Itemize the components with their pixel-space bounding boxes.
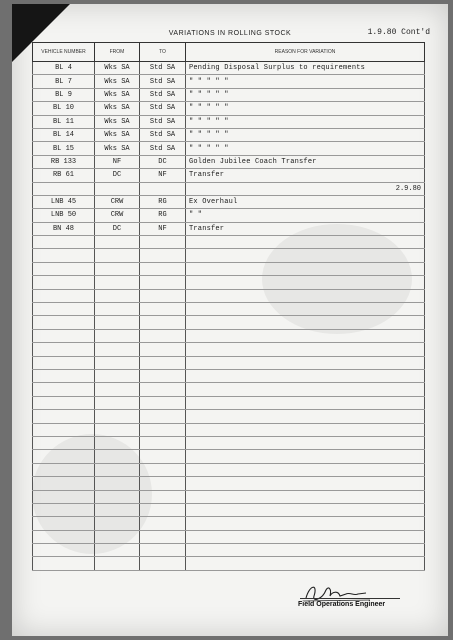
reason-cell: [186, 517, 425, 530]
from-cell: [95, 182, 140, 195]
vehicle-number-cell: BL 11: [33, 115, 95, 128]
from-cell: [95, 530, 140, 543]
reason-cell: " " " " ": [186, 75, 425, 88]
table-row: [33, 182, 425, 195]
to-cell: [140, 343, 186, 356]
reason-cell: 2.9.80: [186, 182, 425, 195]
reason-cell: [186, 396, 425, 409]
scan-corner-shadow: [12, 4, 70, 62]
to-cell: RG: [140, 209, 186, 222]
table-row: [33, 195, 425, 208]
to-cell: [140, 383, 186, 396]
from-cell: [95, 316, 140, 329]
document-date: 1.9.80 Cont'd: [367, 28, 430, 37]
table-row: [33, 463, 425, 476]
vehicle-number-cell: [33, 276, 95, 289]
to-cell: Std SA: [140, 75, 186, 88]
to-cell: [140, 423, 186, 436]
reason-cell: Ex Overhaul: [186, 195, 425, 208]
table-row: [33, 517, 425, 530]
from-cell: [95, 369, 140, 382]
to-cell: [140, 249, 186, 262]
reason-cell: " " " " ": [186, 88, 425, 101]
table-row: [33, 450, 425, 463]
from-cell: Wks SA: [95, 62, 140, 75]
table-row: [33, 383, 425, 396]
to-cell: [140, 356, 186, 369]
vehicle-number-cell: [33, 410, 95, 423]
to-cell: [140, 503, 186, 516]
table-row: [33, 530, 425, 543]
to-cell: Std SA: [140, 128, 186, 141]
reason-cell: [186, 356, 425, 369]
to-cell: [140, 303, 186, 316]
from-cell: Wks SA: [95, 142, 140, 155]
table-row: [33, 289, 425, 302]
to-cell: [140, 182, 186, 195]
to-cell: Std SA: [140, 88, 186, 101]
vehicle-number-cell: [33, 517, 95, 530]
reason-cell: [186, 503, 425, 516]
from-cell: [95, 289, 140, 302]
from-cell: [95, 249, 140, 262]
vehicle-number-cell: RB 133: [33, 155, 95, 168]
table-row: [33, 356, 425, 369]
table-row: [33, 62, 425, 75]
table-row: [33, 155, 425, 168]
variations-table: [32, 42, 425, 571]
vehicle-number-cell: [33, 423, 95, 436]
signature-line: [300, 598, 400, 599]
from-cell: [95, 383, 140, 396]
from-cell: [95, 477, 140, 490]
vehicle-number-cell: [33, 303, 95, 316]
table-header-row: [33, 43, 425, 62]
to-cell: [140, 517, 186, 530]
table-row: [33, 249, 425, 262]
table-row: [33, 75, 425, 88]
to-cell: [140, 410, 186, 423]
to-cell: NF: [140, 222, 186, 235]
reason-cell: [186, 450, 425, 463]
vehicle-number-cell: LNB 45: [33, 195, 95, 208]
to-cell: [140, 369, 186, 382]
vehicle-number-cell: [33, 369, 95, 382]
reason-cell: [186, 423, 425, 436]
from-cell: CRW: [95, 209, 140, 222]
to-cell: [140, 477, 186, 490]
from-cell: Wks SA: [95, 115, 140, 128]
table-row: [33, 142, 425, 155]
from-cell: [95, 544, 140, 557]
from-cell: [95, 276, 140, 289]
table-row: [33, 276, 425, 289]
reason-cell: Pending Disposal Surplus to requirements: [186, 62, 425, 75]
table-row: [33, 396, 425, 409]
table-row: [33, 262, 425, 275]
from-cell: Wks SA: [95, 88, 140, 101]
table-row: [33, 410, 425, 423]
vehicle-number-cell: [33, 236, 95, 249]
col-header-to: TO: [140, 43, 186, 62]
reason-cell: " " " " ": [186, 142, 425, 155]
vehicle-number-cell: [33, 329, 95, 342]
from-cell: [95, 490, 140, 503]
reason-cell: [186, 557, 425, 570]
table-body: [33, 62, 425, 571]
from-cell: Wks SA: [95, 128, 140, 141]
reason-cell: [186, 289, 425, 302]
to-cell: [140, 316, 186, 329]
table-row: [33, 544, 425, 557]
table-row: [33, 557, 425, 570]
from-cell: [95, 329, 140, 342]
to-cell: [140, 463, 186, 476]
to-cell: RG: [140, 195, 186, 208]
vehicle-number-cell: [33, 383, 95, 396]
reason-cell: [186, 236, 425, 249]
to-cell: [140, 276, 186, 289]
vehicle-number-cell: BL 7: [33, 75, 95, 88]
vehicle-number-cell: [33, 289, 95, 302]
reason-cell: [186, 276, 425, 289]
reason-cell: " ": [186, 209, 425, 222]
table-row: [33, 169, 425, 182]
from-cell: Wks SA: [95, 102, 140, 115]
vehicle-number-cell: BL 4: [33, 62, 95, 75]
vehicle-number-cell: [33, 530, 95, 543]
table-row: [33, 503, 425, 516]
table-row: [33, 436, 425, 449]
vehicle-number-cell: [33, 182, 95, 195]
to-cell: [140, 289, 186, 302]
from-cell: [95, 463, 140, 476]
vehicle-number-cell: [33, 557, 95, 570]
from-cell: [95, 396, 140, 409]
reason-cell: Transfer: [186, 222, 425, 235]
table-row: [33, 329, 425, 342]
table-row: [33, 490, 425, 503]
from-cell: CRW: [95, 195, 140, 208]
from-cell: [95, 517, 140, 530]
vehicle-number-cell: BL 15: [33, 142, 95, 155]
table-row: [33, 303, 425, 316]
table-row: [33, 102, 425, 115]
reason-cell: [186, 436, 425, 449]
to-cell: Std SA: [140, 102, 186, 115]
vehicle-number-cell: BL 14: [33, 128, 95, 141]
to-cell: Std SA: [140, 142, 186, 155]
col-header-vehicle: VEHICLE NUMBER: [33, 43, 95, 62]
document-title: VARIATIONS IN ROLLING STOCK: [168, 30, 292, 37]
reason-cell: " " " " ": [186, 115, 425, 128]
vehicle-number-cell: [33, 262, 95, 275]
reason-cell: " " " " ": [186, 128, 425, 141]
vehicle-number-cell: [33, 503, 95, 516]
signatory-role: Field Operations Engineer: [298, 601, 386, 608]
to-cell: [140, 557, 186, 570]
reason-cell: [186, 262, 425, 275]
from-cell: DC: [95, 169, 140, 182]
from-cell: [95, 236, 140, 249]
to-cell: Std SA: [140, 62, 186, 75]
vehicle-number-cell: [33, 477, 95, 490]
from-cell: [95, 262, 140, 275]
table-row: [33, 316, 425, 329]
reason-cell: [186, 544, 425, 557]
to-cell: [140, 396, 186, 409]
table-row: [33, 343, 425, 356]
vehicle-number-cell: BL 9: [33, 88, 95, 101]
reason-cell: [186, 383, 425, 396]
vehicle-number-cell: [33, 316, 95, 329]
reason-cell: " " " " ": [186, 102, 425, 115]
reason-cell: [186, 249, 425, 262]
to-cell: [140, 450, 186, 463]
from-cell: [95, 343, 140, 356]
to-cell: [140, 530, 186, 543]
to-cell: [140, 436, 186, 449]
table-row: [33, 236, 425, 249]
reason-cell: [186, 410, 425, 423]
from-cell: [95, 557, 140, 570]
vehicle-number-cell: [33, 450, 95, 463]
table-row: [33, 222, 425, 235]
from-cell: [95, 423, 140, 436]
vehicle-number-cell: [33, 249, 95, 262]
reason-cell: [186, 316, 425, 329]
reason-cell: [186, 490, 425, 503]
to-cell: [140, 544, 186, 557]
to-cell: [140, 262, 186, 275]
col-header-from: FROM: [95, 43, 140, 62]
table-row: [33, 477, 425, 490]
vehicle-number-cell: BN 48: [33, 222, 95, 235]
from-cell: [95, 450, 140, 463]
from-cell: [95, 503, 140, 516]
from-cell: [95, 356, 140, 369]
vehicle-number-cell: BL 10: [33, 102, 95, 115]
reason-cell: [186, 343, 425, 356]
vehicle-number-cell: LNB 50: [33, 209, 95, 222]
from-cell: DC: [95, 222, 140, 235]
vehicle-number-cell: [33, 463, 95, 476]
table-row: [33, 88, 425, 101]
to-cell: Std SA: [140, 115, 186, 128]
reason-cell: [186, 530, 425, 543]
from-cell: [95, 303, 140, 316]
table-row: [33, 209, 425, 222]
to-cell: [140, 329, 186, 342]
from-cell: Wks SA: [95, 75, 140, 88]
reason-cell: [186, 303, 425, 316]
reason-cell: [186, 463, 425, 476]
vehicle-number-cell: [33, 544, 95, 557]
to-cell: DC: [140, 155, 186, 168]
to-cell: [140, 236, 186, 249]
reason-cell: [186, 329, 425, 342]
vehicle-number-cell: [33, 436, 95, 449]
vehicle-number-cell: [33, 343, 95, 356]
reason-cell: [186, 369, 425, 382]
vehicle-number-cell: [33, 490, 95, 503]
document-page: [12, 4, 448, 636]
table-row: [33, 115, 425, 128]
table-row: [33, 423, 425, 436]
col-header-reason: REASON FOR VARIATION: [186, 43, 425, 62]
reason-cell: Golden Jubilee Coach Transfer: [186, 155, 425, 168]
to-cell: NF: [140, 169, 186, 182]
from-cell: [95, 436, 140, 449]
vehicle-number-cell: RB 61: [33, 169, 95, 182]
reason-cell: Transfer: [186, 169, 425, 182]
from-cell: NF: [95, 155, 140, 168]
table-row: [33, 369, 425, 382]
to-cell: [140, 490, 186, 503]
table-row: [33, 128, 425, 141]
from-cell: [95, 410, 140, 423]
reason-cell: [186, 477, 425, 490]
show-through-text: [197, 200, 201, 207]
vehicle-number-cell: [33, 396, 95, 409]
vehicle-number-cell: [33, 356, 95, 369]
